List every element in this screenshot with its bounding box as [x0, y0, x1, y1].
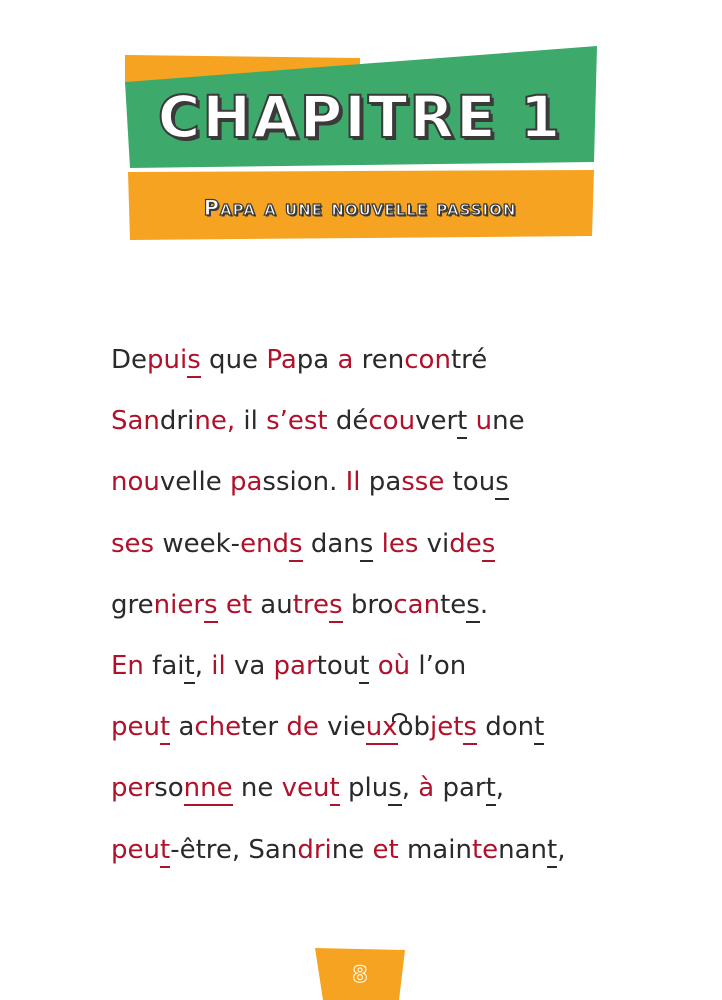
text-segment: con	[404, 345, 451, 375]
text-segment: s	[360, 529, 374, 562]
text-segment: ne	[492, 406, 525, 437]
text-segment: s	[388, 773, 402, 806]
text-segment: s	[187, 345, 201, 378]
text-segment: t	[330, 773, 340, 806]
text-segment: dan	[302, 528, 360, 559]
text-segment: que	[200, 345, 267, 375]
text-segment: s	[466, 590, 480, 623]
text-segment: nan	[498, 834, 548, 865]
text-segment: pa	[296, 345, 338, 375]
text-segment: tou	[444, 467, 496, 498]
text-line	[111, 636, 671, 697]
text-segment: ,	[557, 834, 566, 865]
chapter-subtitle: Papa a une nouvelle passion	[203, 196, 517, 220]
text-line	[111, 820, 671, 881]
text-segment: te	[471, 834, 499, 865]
text-line	[111, 391, 671, 452]
text-segment: ren	[353, 345, 405, 375]
text-segment: ux	[366, 712, 398, 745]
text-segment: ob	[397, 712, 430, 743]
text-segment: ver	[415, 406, 458, 437]
text-segment: don	[476, 712, 535, 743]
text-segment: s	[204, 590, 218, 623]
text-segment: va	[225, 650, 274, 681]
text-segment: -être,	[170, 834, 249, 865]
text-segment: où	[377, 650, 411, 681]
text-segment: pa	[360, 467, 402, 498]
text-segment: week-	[154, 528, 241, 559]
text-segment: vie	[318, 712, 366, 743]
text-segment: u	[475, 406, 493, 437]
text-segment: t	[534, 712, 544, 745]
text-segment: Pa	[266, 345, 297, 375]
page-number: 8	[352, 962, 368, 988]
text-segment: dri	[159, 406, 195, 437]
text-line	[111, 330, 671, 391]
text-segment: au	[252, 589, 293, 620]
text-segment: par	[434, 773, 486, 804]
text-line	[111, 514, 671, 575]
text-segment: gre	[111, 589, 154, 620]
text-segment: s	[482, 529, 496, 562]
text-segment: peu	[111, 834, 160, 865]
text-segment: ,	[495, 773, 505, 804]
text-segment: il	[235, 406, 267, 437]
text-segment: a	[170, 712, 195, 743]
text-line	[111, 758, 671, 819]
text-segment: a	[337, 345, 354, 375]
text-segment: s	[289, 529, 303, 562]
text-segment	[218, 590, 226, 620]
text-segment: dri	[297, 834, 332, 865]
text-segment: che	[194, 712, 242, 743]
text-segment: t	[184, 651, 194, 684]
text-segment: t	[160, 712, 170, 745]
text-segment: tou	[316, 650, 360, 681]
text-segment: pui	[147, 345, 188, 375]
text-segment: ,	[401, 773, 419, 804]
text-segment: ses	[111, 528, 155, 559]
text-segment: de	[286, 712, 319, 743]
text-segment: tre	[292, 589, 330, 620]
text-segment: veu	[281, 773, 330, 804]
chapter-title: CHAPITRE 1	[157, 83, 563, 151]
text-segment: fai	[143, 650, 185, 681]
text-segment: s	[329, 590, 343, 623]
text-segment: ne	[232, 773, 282, 804]
text-segment: et	[225, 589, 253, 620]
text-segment: ssion.	[262, 467, 346, 498]
text-segment: .	[479, 589, 489, 620]
text-segment: t	[359, 651, 369, 684]
text-segment: ,	[194, 650, 212, 681]
text-segment: main	[398, 834, 472, 865]
text-segment: t	[160, 835, 170, 868]
text-segment: San	[248, 834, 298, 865]
text-segment: vi	[418, 528, 450, 559]
text-segment: plu	[339, 773, 389, 804]
text-segment: par	[273, 650, 317, 681]
text-segment: s	[463, 712, 477, 745]
text-segment: il	[211, 650, 226, 681]
text-segment: tré	[450, 345, 488, 375]
text-segment: et	[372, 834, 399, 865]
text-segment: nier	[153, 589, 205, 620]
text-segment: San	[111, 406, 160, 437]
text-segment: jet	[430, 712, 464, 743]
text-segment: sse	[401, 467, 445, 498]
text-segment: can	[393, 589, 441, 620]
text-segment: En	[111, 650, 144, 681]
text-segment: nou	[111, 467, 160, 498]
text-segment: les	[381, 528, 419, 559]
text-segment: l’on	[410, 650, 467, 681]
text-segment: ter	[241, 712, 287, 743]
text-line	[111, 575, 671, 636]
text-segment: De	[111, 345, 148, 375]
text-line	[111, 697, 671, 758]
story-text	[111, 330, 671, 881]
text-segment: Il	[345, 467, 361, 498]
text-segment: s	[495, 467, 509, 500]
text-segment: nne	[184, 773, 233, 806]
text-segment: t	[547, 835, 557, 868]
text-line	[111, 452, 671, 513]
text-segment: te	[440, 589, 467, 620]
text-segment: t	[457, 406, 467, 439]
text-segment: s’est	[266, 406, 328, 437]
text-segment: velle	[159, 467, 230, 498]
text-segment: bro	[342, 589, 394, 620]
text-segment	[373, 529, 381, 559]
text-segment	[369, 651, 377, 681]
text-segment: so	[154, 773, 184, 804]
text-segment: à	[418, 773, 435, 804]
text-segment	[467, 406, 475, 436]
text-segment: end	[240, 528, 290, 559]
text-segment: t	[486, 773, 496, 806]
text-segment: peu	[111, 712, 160, 743]
text-segment: ne	[331, 834, 373, 865]
text-segment: per	[111, 773, 155, 804]
text-segment: de	[449, 528, 482, 559]
text-segment: pa	[229, 467, 263, 498]
text-segment: ne,	[194, 406, 236, 437]
text-segment: dé	[327, 406, 369, 437]
text-segment: cou	[368, 406, 416, 437]
